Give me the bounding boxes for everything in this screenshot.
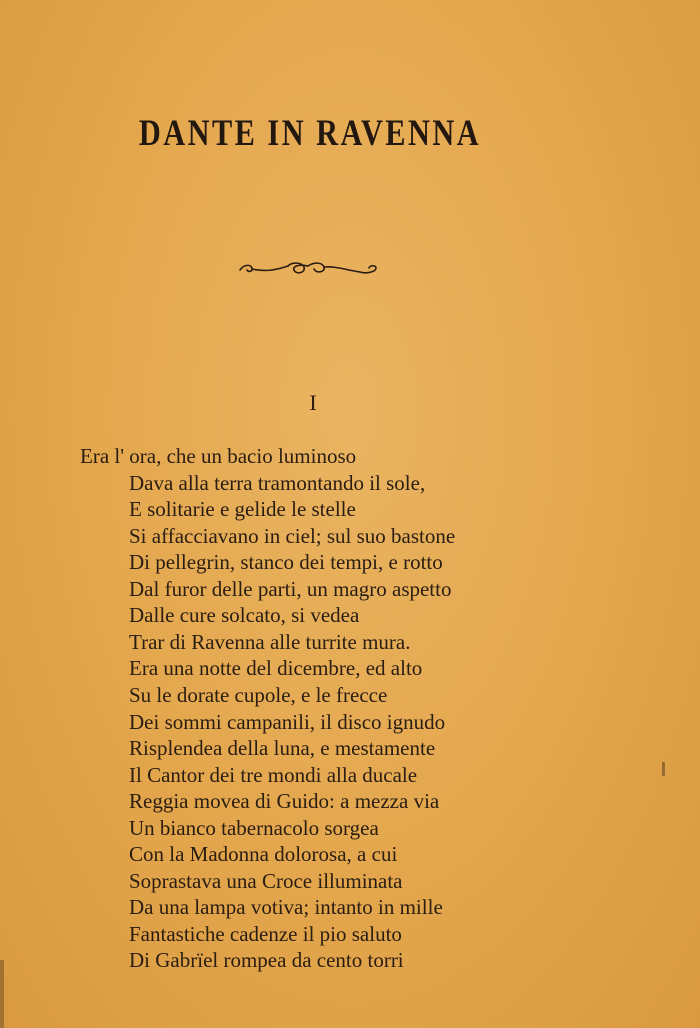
- poem-line: Si affacciavano in ciel; sul suo bastone: [129, 523, 456, 548]
- poem-line: Fantastiche cadenze il pio saluto: [129, 921, 402, 946]
- poem-line: Su le dorate cupole, e le frecce: [129, 682, 388, 707]
- poem-line: Dal furor delle parti, un magro aspetto: [129, 576, 452, 601]
- poem-line: Reggia movea di Guido: a mezza via: [129, 789, 440, 814]
- page-edge-shadow: [0, 960, 4, 1028]
- poem-line: Soprastava una Croce illuminata: [129, 868, 403, 893]
- poem-line: Era una notte del dicembre, ed alto: [129, 656, 423, 681]
- poem-line: Un bianco tabernacolo sorgea: [129, 815, 379, 840]
- poem-line: Dava alla terra tramontando il sole,: [129, 470, 426, 495]
- poem-line: Da una lampa votiva; intanto in mille: [129, 895, 443, 920]
- poem-line: Dalle cure solcato, si vedea: [129, 603, 360, 628]
- section-numeral: I: [309, 390, 317, 415]
- poem-line: Di Gabrïel rompea da cento torri: [129, 948, 404, 973]
- poem-line: Dei sommi campanili, il disco ignudo: [129, 709, 446, 734]
- decorative-flourish-icon: [236, 256, 384, 282]
- poem-line: Con la Madonna dolorosa, a cui: [129, 842, 398, 867]
- poem-line: Risplendea della luna, e mestamente: [129, 736, 436, 761]
- page-mark: [662, 762, 665, 776]
- page-title: DANTE IN RAVENNA: [138, 113, 482, 154]
- poem-first-line: Era l' ora, che un bacio luminoso: [80, 444, 357, 468]
- poem-line: Di pellegrin, stanco dei tempi, e rotto: [129, 550, 443, 575]
- poem-line: E solitarie e gelide le stelle: [129, 497, 356, 522]
- poem-line: Il Cantor dei tre mondi alla ducale: [129, 762, 418, 787]
- poem-line: Trar di Ravenna alle turrite mura.: [129, 629, 411, 654]
